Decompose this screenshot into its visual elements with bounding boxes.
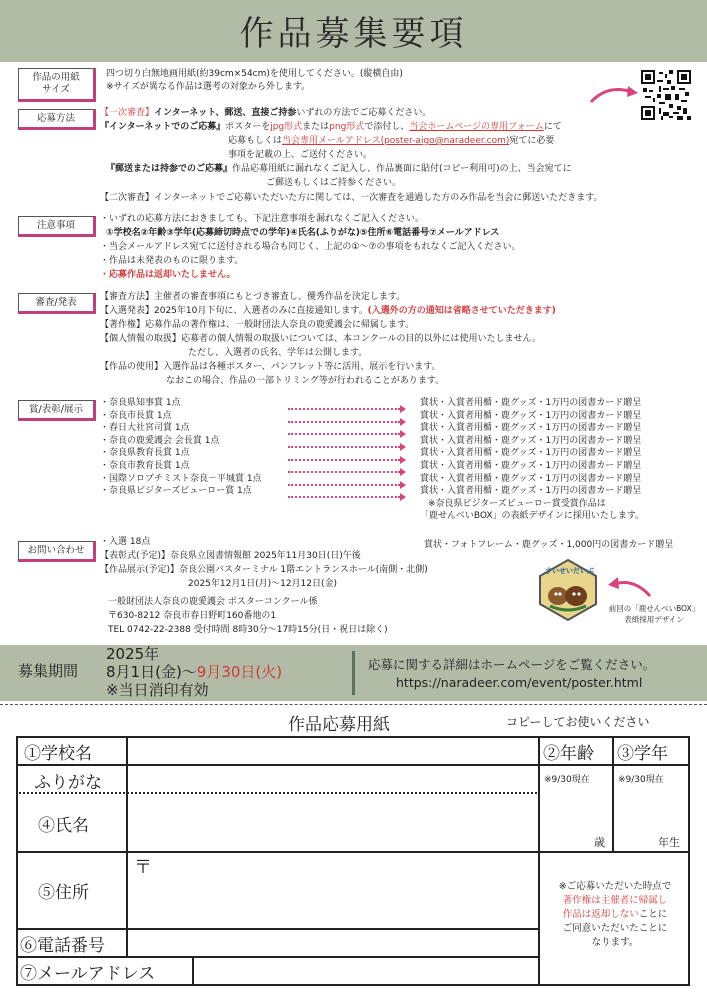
award-name: ・奈良市教育長賞 1点 bbox=[100, 460, 190, 471]
homepage-form-link[interactable]: 当会ホームページの専用フォーム bbox=[409, 122, 544, 132]
page-title: 作品募集要項 bbox=[239, 14, 468, 54]
award-prize: 賞状・入賞者用楯・鹿グッズ・1万円の図書カード贈呈 bbox=[420, 460, 642, 471]
form-line bbox=[192, 956, 194, 986]
field-phone-label: ⑥電話番号 bbox=[20, 936, 105, 956]
box-caption: 前回の「鹿せんべいBOX」 表紙採用デザイン bbox=[608, 604, 700, 624]
contact-tel: TEL 0742-22-2388 受付時間 8時30分〜17時15分(日・祝日は除く) bbox=[108, 625, 388, 635]
award-prize: 賞状・入賞者用楯・鹿グッズ・1万円の図書カード贈呈 bbox=[420, 435, 642, 446]
ceremony-info: 【表彰式(予定)】奈良県立図書情報館 2025年11月30日(日)午後 bbox=[100, 551, 361, 561]
label-apply-method: 応募方法 bbox=[18, 109, 96, 130]
exhibit-info-1: 【作品展示(予定)】奈良公園バスターミナル 1階エントランスホール(南側・北側) bbox=[100, 565, 428, 575]
award-prize: 賞状・入賞者用楯・鹿グッズ・1万円の図書カード贈呈 bbox=[420, 473, 642, 484]
copy-note: コピーしてお使いください bbox=[506, 715, 650, 729]
judging-line-3: 【著作権】応募作品の著作権は、一般財団法人奈良の鹿愛護会に帰属します。 bbox=[100, 320, 415, 330]
homepage-url-link[interactable]: https://naradeer.com/event/poster.html bbox=[396, 675, 643, 690]
notes-line-5: ・応募作品は返却いたしません。 bbox=[100, 270, 236, 280]
award-name: ・奈良市長賞 1点 bbox=[100, 410, 172, 421]
prizes-list bbox=[420, 397, 644, 523]
school-input[interactable] bbox=[130, 738, 534, 763]
field-furigana-label: ふりがな bbox=[34, 773, 102, 793]
apply-line-7: 【二次審査】インターネットでご応募いただいた方に関しては、一次審査を通過した方のみ作品を当会に郵送いただきます。 bbox=[100, 193, 603, 203]
apply-line-6: ご郵送もしくはご持参ください。 bbox=[266, 178, 402, 188]
age-unit: 歳 bbox=[594, 836, 605, 849]
notes-line-4: ・作品は未発表のものに限ります。 bbox=[100, 256, 244, 266]
award-prize: 賞状・入賞者用楯・鹿グッズ・1万円の図書カード贈呈 bbox=[420, 486, 642, 497]
label-judging: 審査/発表 bbox=[18, 293, 96, 314]
award-name: ・国際ソロプチミスト奈良－平城賞 1点 bbox=[100, 473, 262, 484]
award-arrows bbox=[288, 403, 406, 504]
field-email-label: ⑦メールアドレス bbox=[20, 964, 156, 984]
award-name: ・奈良の鹿愛護会 会長賞 1点 bbox=[100, 435, 220, 446]
award-prize: 賞状・入賞者用楯・鹿グッズ・1万円の図書カード贈呈 bbox=[420, 410, 642, 421]
grade-unit: 年生 bbox=[658, 836, 680, 849]
address-input[interactable] bbox=[150, 856, 534, 926]
cut-line bbox=[0, 704, 707, 705]
form-line bbox=[16, 851, 690, 853]
consent-note: ※ご応募いただいた時点で 著作権は主催者に帰属し 作品は返却しないことに ご同意いただいたことに なります。 bbox=[558, 881, 672, 948]
form-line bbox=[16, 764, 540, 766]
field-grade-label: ③学年 bbox=[617, 744, 668, 764]
awards-note-1: ※奈良県ビジターズビューロー賞受賞作品は bbox=[428, 498, 606, 509]
award-prize: 賞状・入賞者用楯・鹿グッズ・1万円の図書カード贈呈 bbox=[420, 448, 642, 459]
size-text-2: ※サイズが異なる作品は選考の対象から外します。 bbox=[106, 82, 311, 92]
field-age-label: ②年齢 bbox=[543, 744, 594, 764]
apply-line-4: 事項を記載の上、ご送付ください。 bbox=[228, 150, 373, 160]
qr-code-icon[interactable] bbox=[641, 70, 691, 120]
apply-line-2: 『インターネットでのご応募』ポスターをjpg形式またはpng形式で添付し、当会ホームページの専用フォームにて bbox=[100, 122, 562, 132]
award-name: ・春日大社宮司賞 1点 bbox=[100, 423, 190, 434]
awards-list bbox=[100, 397, 262, 498]
nyusen-count: ・入選 18点 bbox=[100, 537, 151, 547]
field-address-label: ⑤住所 bbox=[38, 883, 89, 903]
form-line bbox=[16, 956, 540, 958]
form-line bbox=[612, 736, 614, 852]
email-link[interactable]: 当会専用メールアドレス(poster-aigo@naradeer.com) bbox=[282, 136, 510, 146]
label-paper-size: 作品の用紙 サイズ bbox=[18, 68, 96, 102]
grade-as-of-note: ※9/30現在 bbox=[618, 775, 664, 785]
label-awards: 賞/表彰/展示 bbox=[18, 400, 96, 421]
period-label: 募集期間 bbox=[18, 662, 79, 680]
pink-arrow-left-icon bbox=[606, 574, 654, 600]
judging-line-6: 【作品の使用】入選作品は各種ポスター、パンフレット等に活用、展示を行います。 bbox=[100, 362, 441, 372]
email-input[interactable] bbox=[196, 960, 534, 984]
form-line bbox=[126, 736, 128, 956]
judging-line-1: 【審査方法】主催者の審査事項にもとづき審査し、優秀作品を決定します。 bbox=[100, 292, 406, 302]
period-divider bbox=[352, 651, 355, 695]
award-name: ・奈良県ビジターズビューロー賞 1点 bbox=[100, 486, 252, 497]
form-line bbox=[16, 928, 540, 930]
notes-line-1: ・いずれの応募方法におきましても、下記注意事項を漏れなくご記入ください。 bbox=[100, 214, 425, 224]
awards-note-2: 「鹿せんべいBOX」の表紙デザインに採用いたします。 bbox=[420, 511, 645, 522]
form-title: 作品応募用紙 bbox=[288, 715, 390, 735]
judging-line-7: なおこの場合、作品の一部トリミング等が行われることがあります。 bbox=[166, 376, 445, 386]
period-detail: 応募に関する詳細はホームページをご覧ください。 bbox=[368, 657, 656, 672]
period-dates: 2025年 8月1日(金)〜9月30日(火) ※当日消印有効 bbox=[106, 645, 283, 699]
form-line bbox=[540, 764, 690, 766]
field-school-label: ①学校名 bbox=[24, 744, 92, 764]
label-contact: お問い合わせ bbox=[18, 541, 96, 562]
postal-mark: 〒 bbox=[134, 857, 152, 878]
size-text-1: 四つ切り白無地画用紙(約39cm×54cm)を使用してください。(縦横自由) bbox=[106, 69, 403, 79]
apply-line-5: 『郵送または持参でのご応募』作品応募用紙に漏れなくご記入し、作品裏面に貼付(コピー利用可)の上、当会宛てに bbox=[106, 164, 572, 174]
judging-line-4: 【個人情報の取扱】応募者の個人情報の取扱いについては、本コンクールの目的以外には使用いたしません。 bbox=[100, 334, 542, 344]
contact-address: 〒630-8212 奈良市春日野町160番地の1 bbox=[108, 611, 277, 621]
furigana-input[interactable] bbox=[130, 767, 534, 791]
phone-input[interactable] bbox=[130, 931, 534, 955]
apply-line-3: 応募もしくは当会専用メールアドレス(poster-aigo@naradeer.com)宛てに必要 bbox=[228, 136, 555, 146]
pink-arrow-right-icon bbox=[588, 82, 640, 106]
age-as-of-note: ※9/30現在 bbox=[544, 775, 590, 785]
award-name: ・奈良県教育長賞 1点 bbox=[100, 448, 190, 459]
exhibit-info-2: 2025年12月1日(月)〜12月12日(金) bbox=[188, 579, 338, 589]
nyusen-prize: 賞状・フォトフレーム・鹿グッズ・1,000円の図書カード贈呈 bbox=[424, 540, 674, 550]
judging-line-2: 【入選発表】2025年10月下旬に、入選者のみに直接通知します。(入選外の方の通知は省略させていただきます) bbox=[100, 306, 556, 316]
award-name: ・奈良県知事賞 1点 bbox=[100, 398, 181, 408]
judging-line-5: ただし、入選者の氏名、学年は公開します。 bbox=[188, 348, 368, 358]
notes-line-2: ①学校名②年齢③学年(応募締切時点での学年)④氏名(ふりがな)⑤住所⑥電話番号⑦メールアドレス bbox=[106, 228, 500, 238]
award-prize: 賞状・入賞者用楯・鹿グッズ・1万円の図書カード贈呈 bbox=[420, 398, 642, 408]
award-prize: 賞状・入賞者用楯・鹿グッズ・1万円の図書カード贈呈 bbox=[420, 423, 642, 434]
name-input[interactable] bbox=[130, 796, 534, 850]
apply-line-1: 【一次審査】インターネット、郵送、直接ご持参いずれの方法でご応募ください。 bbox=[100, 108, 432, 118]
box-title-text: すいせいだいぶ bbox=[545, 567, 594, 575]
label-notes: 注意事項 bbox=[18, 216, 96, 237]
field-name-label: ④氏名 bbox=[38, 816, 89, 836]
contact-org: 一般財団法人奈良の鹿愛護会 ポスターコンクール係 bbox=[108, 597, 318, 607]
notes-line-3: ・当会メールアドレス宛てに送付される場合も同じく、上記の①〜⑦の事項をもれなくご記入ください。 bbox=[100, 242, 521, 252]
